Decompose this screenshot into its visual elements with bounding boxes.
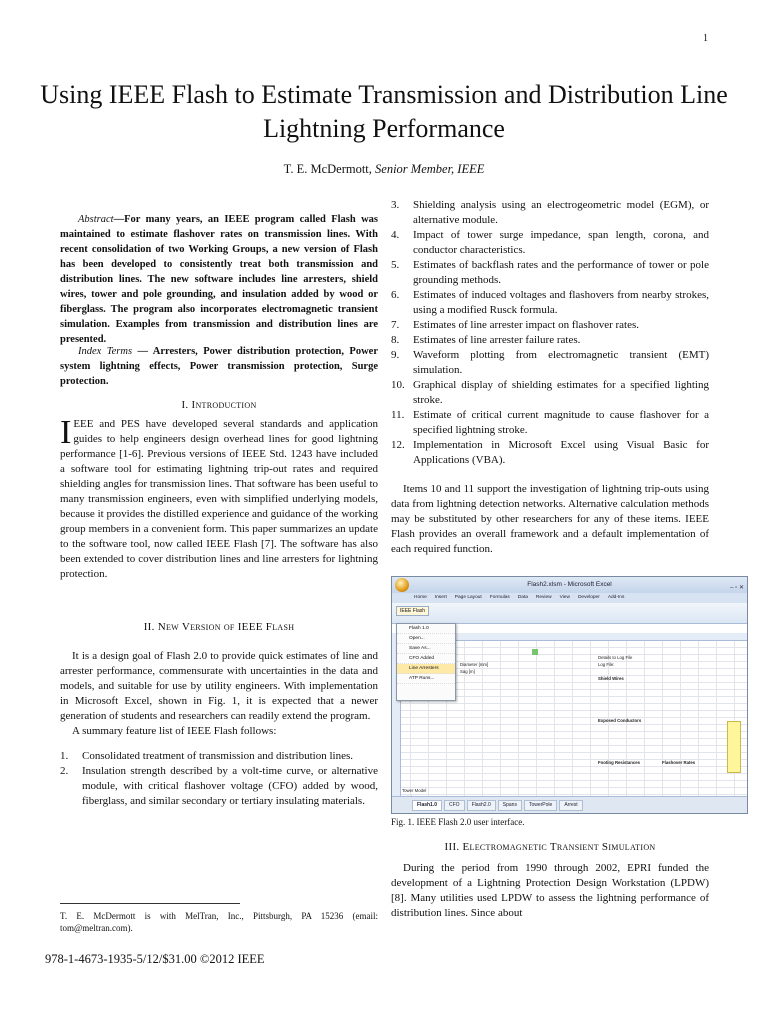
cell-sag: Sag [m] xyxy=(460,669,475,674)
abstract-text: —For many years, an IEEE program called Flash was maintained to estimate flashover rates on transmission lines. With recent consolidation of two Working Groups, a new version of Flash has been developed to consistently treat both transmission and distribution lines. The new software includes line arresters, shield wires, tower and pole grounding, and insulation added by wood or fiberglass. The program also incorporates electromagnetic transient simulation. Examples from transmission and distribution lines are presented. xyxy=(60,214,378,345)
intro-text: EEE and PES have developed several standards and application guides to help engineers design overhead lines for good lightning performance [1-6]. Previous versions of IEEE Std. 1243 have included a software tool for estimating lightning trip-out rates and required shielding angles for transmission lines. That software has been useful to many transmission engineers, even with simplified underlying models, because it provides the distilled experience and guidance of the working group members in a convenient form. This paper summarizes an update to the software tool, now called IEEE Flash [7]. The software has also been extended to cover distribution lines and line arresters for lightning protection. xyxy=(60,418,378,580)
list-item xyxy=(60,764,378,809)
author-line xyxy=(40,162,728,177)
list-text: Graphical display of shielding estimates for a specified lighting stroke. xyxy=(413,379,709,406)
index-terms-text: — Arresters, Power distribution protection, Power system lightning effects, Power transmission protection, Surge protection. xyxy=(60,346,378,387)
list-text: Insulation strength described by a volt-time curve, or alternative module, with critical flashover voltage (CFO) added by wood, fiberglass, and similar secondary or tertiary insulating materials. xyxy=(82,765,378,807)
list-number: 5. xyxy=(391,259,400,271)
cell-details-log: Details to Log File xyxy=(598,655,633,660)
office-button-icon xyxy=(395,578,409,592)
body-paragraph: Items 10 and 11 support the investigation of lightning trip-outs using data from lightning detection networks. Alternative calculation methods may be substituted by other researchers for any of these items. IEEE Flash provides an overall framework and a default implementation of each required function. xyxy=(391,483,709,555)
body-paragraph: A summary feature list of IEEE Flash follows: xyxy=(72,725,277,737)
feature-list xyxy=(391,198,709,468)
ieee-flash-dropdown-menu xyxy=(396,623,456,701)
ribbon-tab: Add-Ins xyxy=(607,595,625,600)
sheet-tab: Flash1.0 xyxy=(412,800,442,811)
list-number: 9. xyxy=(391,349,400,361)
section-emt xyxy=(391,840,709,921)
feature-list xyxy=(60,749,378,809)
section-heading: I. Introduction xyxy=(181,399,257,411)
list-item xyxy=(391,318,709,333)
cell-shield-wires: Shield Wires xyxy=(598,676,624,681)
feature-list-continued xyxy=(391,198,709,557)
ribbon-tab: Page Layout xyxy=(454,595,482,600)
author-name: T. E. McDermott, xyxy=(283,162,372,176)
footnote: T. E. McDermott is with MelTran, Inc., Pittsburgh, PA 15236 (email: tom@meltran.com). xyxy=(60,911,378,933)
cell-log-file: Log File: xyxy=(598,662,615,667)
list-number: 11. xyxy=(391,409,405,421)
list-number: 10. xyxy=(391,379,405,391)
list-number: 3. xyxy=(391,199,400,211)
figure-caption: Fig. 1. IEEE Flash 2.0 user interface. xyxy=(391,817,525,827)
excel-sheet-tabs xyxy=(392,796,747,813)
list-text: Implementation in Microsoft Excel using Visual Basic for Applications (VBA). xyxy=(413,439,709,466)
list-text: Estimates of line arrester impact on flashover rates. xyxy=(413,319,640,331)
list-number: 4. xyxy=(391,229,400,241)
cell-exposed-conductors: Exposed Conductors xyxy=(598,718,642,723)
intro-paragraph xyxy=(60,414,378,582)
list-item xyxy=(391,378,709,408)
index-terms xyxy=(60,344,378,389)
list-text: Impact of tower surge impedance, span length, corona, and conductor characteristics. xyxy=(413,229,709,256)
list-text: Estimates of backflash rates and the performance of tower or pole grounding methods. xyxy=(413,259,709,286)
ribbon-tab: Formulas xyxy=(489,595,510,600)
abstract xyxy=(60,212,378,347)
abstract-label: Abstract xyxy=(78,214,114,225)
sheet-tab: Flash2.0 xyxy=(467,800,496,811)
excel-ribbon xyxy=(392,603,747,624)
list-text: Shielding analysis using an electrogeometric model (EGM), or alternative module. xyxy=(413,199,709,226)
index-terms-label: Index Terms xyxy=(78,346,133,357)
isbn-line: 978-1-4673-1935-5/12/$31.00 ©2012 IEEE xyxy=(45,952,265,966)
list-number: 2. xyxy=(60,765,69,777)
list-item xyxy=(391,288,709,318)
excel-window-title: Flash2.xlsm - Microsoft Excel xyxy=(527,581,612,588)
section-heading: III. Electromagnetic Transient Simulation xyxy=(444,841,656,853)
list-item xyxy=(391,348,709,378)
sheet-tab: CFO xyxy=(444,800,465,811)
list-item xyxy=(391,198,709,228)
menu-item: CFO Added xyxy=(397,654,455,664)
menu-item: ATP Runs... xyxy=(397,674,455,684)
list-number: 12. xyxy=(391,439,405,451)
excel-ribbon-tabs xyxy=(392,593,747,603)
list-item xyxy=(391,408,709,438)
list-item xyxy=(391,333,709,348)
drop-cap: I xyxy=(60,414,72,451)
window-controls-icon: – ▫ ✕ xyxy=(730,585,744,591)
body-paragraph: It is a design goal of Flash 2.0 to provide quick estimates of line and arrester performance, commensurate with uncertainties in the data and models, and suitable for use by utility engineers. With implementation in Microsoft Excel, shown in Fig. 1, it is expected that a newer generation of students and researchers can readily extend the program. xyxy=(60,650,378,722)
menu-item: Open... xyxy=(397,634,455,644)
section-new-version xyxy=(60,620,378,809)
sheet-tab: TowerPole xyxy=(524,800,557,811)
excel-title-bar xyxy=(392,577,747,593)
section-introduction xyxy=(60,398,378,582)
page-number: 1 xyxy=(703,33,708,44)
ribbon-tab: Review xyxy=(535,595,552,600)
cell-flashover-rates: Flashover Rates xyxy=(662,760,696,765)
section-heading: II. New Version of IEEE Flash xyxy=(143,621,295,633)
list-item xyxy=(391,438,709,468)
ribbon-tab: View xyxy=(559,595,570,600)
ribbon-tab: Data xyxy=(517,595,528,600)
paper-title: Using IEEE Flash to Estimate Transmission and Distribution Line Lightning Performance xyxy=(40,80,728,143)
list-item xyxy=(391,258,709,288)
list-item xyxy=(391,228,709,258)
menu-item: Line Arresters xyxy=(397,664,455,674)
cell-footing-resistances: Footing Resistances xyxy=(598,760,641,765)
menu-item: Save As... xyxy=(397,644,455,654)
ribbon-tab: Home xyxy=(414,595,427,600)
sheet-tab: Arrest xyxy=(559,800,582,811)
list-text: Estimates of induced voltages and flashovers from nearby strokes, using a modified Rusck formula. xyxy=(413,289,709,316)
list-number: 1. xyxy=(60,750,69,762)
cell-tower-model: Tower Model xyxy=(402,788,427,793)
list-text: Waveform plotting from electromagnetic transient (EMT) simulation. xyxy=(413,349,709,376)
menu-item: Flash 1.0 xyxy=(397,624,455,634)
ribbon-tab: Developer xyxy=(577,595,600,600)
author-role: Senior Member, IEEE xyxy=(375,162,485,176)
sheet-tab: Spans xyxy=(498,800,522,811)
figure-excel-screenshot xyxy=(391,576,748,814)
list-text: Estimates of line arrester failure rates. xyxy=(413,334,581,346)
list-text: Consolidated treatment of transmission and distribution lines. xyxy=(82,750,353,762)
body-paragraph: During the period from 1990 through 2002, EPRI funded the development of a Lightning Protection Design Workstation (LPDW) [8]. Many utilities used LPDW to assess the lightning performance of distribution lines. Since about xyxy=(391,862,709,919)
list-text: Estimate of critical current magnitude to cause flashover for a specified lightning stroke. xyxy=(413,409,709,436)
ieee-flash-menu-button: IEEE Flash xyxy=(396,606,429,616)
cell-diameter: Diameter [mm] xyxy=(460,662,489,667)
ribbon-tab: Insert xyxy=(434,595,447,600)
footnote-rule xyxy=(60,903,240,904)
list-item xyxy=(60,749,378,764)
list-number: 6. xyxy=(391,289,400,301)
list-number: 7. xyxy=(391,319,400,331)
list-number: 8. xyxy=(391,334,400,346)
